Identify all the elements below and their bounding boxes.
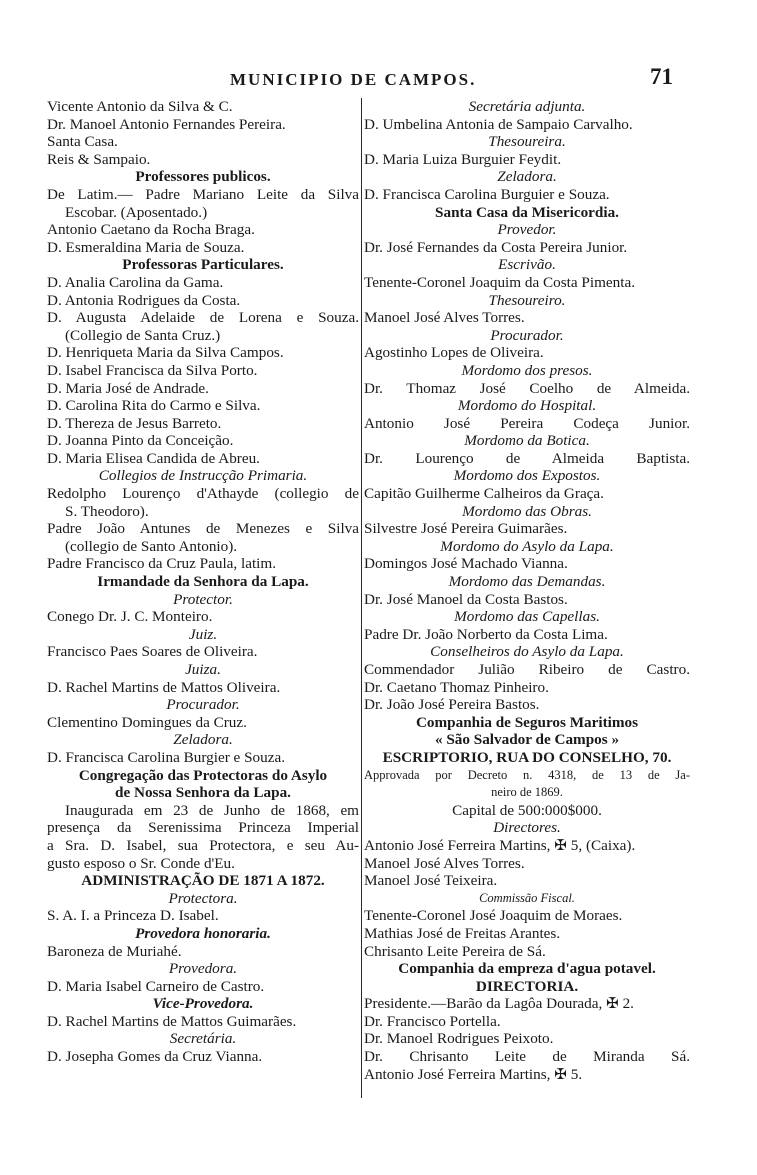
- text-line: Conego Dr. J. C. Monteiro.: [47, 608, 213, 626]
- running-header: [0, 62, 757, 96]
- text-line: ESCRIPTORIO, RUA DO CONSELHO, 70.: [382, 748, 672, 766]
- text-line: Padre Francisco da Cruz Paula, latim.: [47, 555, 277, 573]
- left-column: [47, 98, 359, 1066]
- text-line: D. Antonia Rodrigues da Costa.: [47, 291, 241, 309]
- role-title: Mordomo do Hospital.: [457, 397, 597, 415]
- text-line: D. Joanna Pinto da Conceição.: [47, 432, 234, 450]
- text-line: D. Maria Isabel Carneiro de Castro.: [47, 977, 265, 995]
- role-title: Escrivão.: [498, 256, 556, 274]
- text-line: (Collegio de Santa Cruz.): [65, 326, 221, 344]
- role-title: Provedora.: [168, 960, 238, 978]
- text-line: D. Analia Carolina da Gama.: [47, 273, 224, 291]
- text-line: Antonio José Pereira Codeça Junior.: [364, 414, 690, 432]
- role-title: Mordomo das Capellas.: [454, 608, 600, 626]
- role-title: Mordomo do Asylo da Lapa.: [440, 537, 614, 555]
- text-line: Presidente.—Barão da Lagôa Dourada, ✠ 2.: [364, 995, 634, 1013]
- role-title: Mordomo das Demandas.: [448, 573, 606, 591]
- text-line: Approvada por Decreto n. 4318, de 13 de Ja-: [364, 767, 690, 782]
- role-title: Mordomo dos Expostos.: [453, 467, 601, 485]
- text-line: Reis & Sampaio.: [47, 150, 151, 168]
- text-line: Dr. Francisco Portella.: [364, 1012, 501, 1030]
- section-heading: Congregação das Protectoras do Asylo: [78, 766, 328, 784]
- text-line: Antonio José Ferreira Martins, ✠ 5.: [364, 1065, 583, 1083]
- text-line: Dr. Manoel Antonio Fernandes Pereira.: [47, 115, 286, 133]
- text-line: S. A. I. a Princeza D. Isabel.: [47, 907, 219, 925]
- text-line: Dr. Caetano Thomaz Pinheiro.: [364, 678, 549, 696]
- section-heading: Companhia de Seguros Maritimos: [415, 713, 639, 731]
- role-title: Commissão Fiscal.: [479, 890, 575, 905]
- text-line: DIRECTORIA.: [475, 977, 579, 995]
- text-line: D. Carolina Rita do Carmo e Silva.: [47, 397, 261, 415]
- text-line: Capitão Guilherme Calheiros da Graça.: [364, 485, 604, 503]
- text-line: Dr. João José Pereira Bastos.: [364, 696, 540, 714]
- section-heading: Professoras Particulares.: [122, 256, 284, 274]
- text-line: Escobar. (Aposentado.): [65, 203, 208, 221]
- text-line: Vice-Provedora.: [152, 995, 254, 1013]
- text-line: D. Francisca Carolina Burguier e Souza.: [364, 185, 610, 203]
- text-line: D. Thereza de Jesus Barreto.: [47, 414, 222, 432]
- text-line: D. Rachel Martins de Mattos Guimarães.: [47, 1012, 297, 1030]
- text-line: D. Maria Elisea Candida de Abreu.: [47, 449, 260, 467]
- text-line: Redolpho Lourenço d'Athayde (collegio de: [47, 485, 359, 503]
- text-line: Domingos José Machado Vianna.: [364, 555, 568, 573]
- text-line: De Latim.— Padre Mariano Leite da Silva: [47, 185, 359, 203]
- right-column: [364, 98, 690, 1083]
- text-line: D. Rachel Martins de Mattos Oliveira.: [47, 678, 281, 696]
- text-line: Provedora honoraria.: [135, 924, 271, 942]
- text-line: a Sra. D. Isabel, sua Protectora, e seu Au-: [47, 836, 359, 854]
- text-line: Tenente-Coronel José Joaquim de Moraes.: [364, 907, 623, 925]
- text-line: Padre Dr. João Norberto da Costa Lima.: [364, 625, 608, 643]
- text-line: Manoel José Teixeira.: [364, 872, 498, 890]
- text-line: Vicente Antonio da Silva & C.: [47, 98, 233, 115]
- role-title: Zeladora.: [497, 168, 557, 186]
- section-heading: Companhia da empreza d'agua potavel.: [398, 960, 656, 978]
- text-line: gusto esposo o Sr. Conde d'Eu.: [47, 854, 235, 872]
- text-line: D. Henriqueta Maria da Silva Campos.: [47, 344, 284, 362]
- text-line: S. Theodoro).: [65, 502, 149, 520]
- text-line: D. Augusta Adelaide de Lorena e Souza.: [47, 309, 359, 327]
- role-title: Mordomo dos presos.: [461, 361, 593, 379]
- page-number: 71: [650, 64, 673, 89]
- section-heading: Professores publicos.: [135, 168, 271, 186]
- role-title: Mordomo das Obras.: [462, 502, 592, 520]
- text-line: D. Maria José de Andrade.: [47, 379, 209, 397]
- role-title: Conselheiros do Asylo da Lapa.: [430, 643, 624, 661]
- role-title: Juiz.: [188, 625, 218, 643]
- text-line: Dr. Thomaz José Coelho de Almeida.: [364, 379, 690, 397]
- text-line: Tenente-Coronel Joaquim da Costa Pimenta.: [364, 273, 635, 291]
- role-title: Procurador.: [166, 696, 240, 714]
- role-title: Secretária.: [169, 1030, 237, 1048]
- role-title: Provedor.: [497, 221, 557, 239]
- section-heading: de Nossa Senhora da Lapa.: [115, 784, 291, 802]
- text-line: Manoel José Alves Torres.: [364, 854, 525, 872]
- text-line: Padre João Antunes de Menezes e Silva: [47, 520, 359, 538]
- text-line: Dr. José Fernandes da Costa Pereira Junior.: [364, 238, 628, 256]
- text-line: Commendador Julião Ribeiro de Castro.: [364, 661, 690, 678]
- section-heading: Irmandade da Senhora da Lapa.: [97, 573, 309, 591]
- text-line: Dr. Chrisanto Leite de Miranda Sá.: [364, 1048, 690, 1066]
- section-heading: Santa Casa da Misericordia.: [435, 203, 619, 221]
- text-line: (collegio de Santo Antonio).: [65, 537, 238, 555]
- role-title: Mordomo da Botica.: [464, 432, 590, 450]
- role-title: Thesoureiro.: [488, 291, 566, 309]
- text-line: D. Umbelina Antonia de Sampaio Carvalho.: [364, 115, 633, 133]
- role-title: Zeladora.: [173, 731, 233, 749]
- text-line: Antonio José Ferreira Martins, ✠ 5, (Caixa).: [364, 836, 636, 854]
- text-line: D. Josepha Gomes da Cruz Vianna.: [47, 1048, 263, 1066]
- text-line: presença da Serenissima Princeza Imperial: [47, 819, 359, 837]
- text-line: D. Francisca Carolina Burgier e Souza.: [47, 748, 286, 766]
- text-line: Chrisanto Leite Pereira de Sá.: [364, 942, 546, 960]
- text-line: Baroneza de Muriahé.: [47, 942, 182, 960]
- text-line: Dr. Manoel Rodrigues Peixoto.: [364, 1030, 554, 1048]
- section-heading: « São Salvador de Campos »: [434, 731, 620, 749]
- text-line: Francisco Paes Soares de Oliveira.: [47, 643, 258, 661]
- text-line: ADMINISTRAÇÃO DE 1871 A 1872.: [81, 872, 325, 890]
- text-line: Clementino Domingues da Cruz.: [47, 713, 247, 731]
- text-line: Capital de 500:000$000.: [452, 801, 602, 819]
- role-title: Procurador.: [490, 326, 564, 344]
- text-line: Antonio Caetano da Rocha Braga.: [47, 221, 255, 239]
- page-title: MUNICIPIO DE CAMPOS.: [230, 70, 477, 89]
- role-title: Secretária adjunta.: [468, 98, 586, 115]
- text-line: Dr. José Manoel da Costa Bastos.: [364, 590, 568, 608]
- text-line: Manoel José Alves Torres.: [364, 309, 525, 327]
- role-title: Collegios de Instrucção Primaria.: [98, 467, 308, 485]
- column-divider: [361, 98, 362, 1098]
- text-line: D. Isabel Francisca da Silva Porto.: [47, 361, 258, 379]
- role-title: Protector.: [173, 590, 233, 608]
- text-line: Mathias José de Freitas Arantes.: [364, 924, 561, 942]
- text-line: Agostinho Lopes de Oliveira.: [364, 344, 544, 362]
- text-line: Inaugurada em 23 de Junho de 1868, em: [65, 801, 359, 819]
- text-line: Silvestre José Pereira Guimarães.: [364, 520, 568, 538]
- role-title: Juiza.: [185, 661, 221, 678]
- role-title: Protectora.: [168, 889, 238, 907]
- text-line: Dr. Lourenço de Almeida Baptista.: [364, 449, 690, 467]
- role-title: Thesoureira.: [488, 133, 566, 151]
- text-line: D. Esmeraldina Maria de Souza.: [47, 238, 245, 256]
- text-line: Santa Casa.: [47, 133, 118, 151]
- role-title: Directores.: [493, 819, 561, 837]
- text-line: neiro de 1869.: [491, 785, 563, 800]
- text-line: D. Maria Luiza Burguier Feydit.: [364, 150, 562, 168]
